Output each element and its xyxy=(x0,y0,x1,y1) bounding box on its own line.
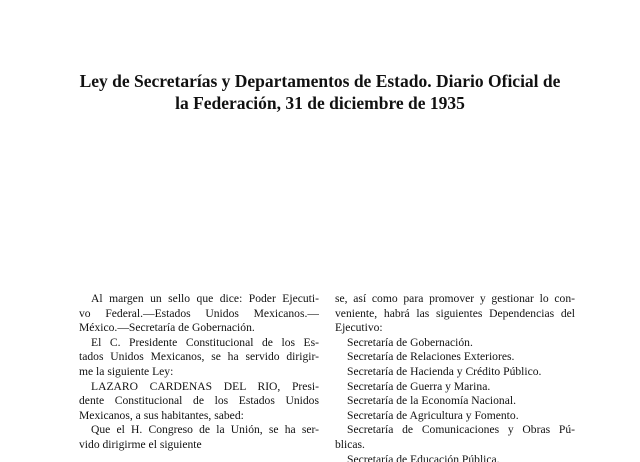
text-line: se, así como para promover y gestionar lo con- xyxy=(335,292,575,305)
left-column xyxy=(79,292,319,453)
title-line-1: Ley de Secretarías y Departamentos de Estado. Diario Oficial de xyxy=(79,71,561,91)
text-line: dente Constitucional de los Estados Unidos xyxy=(79,394,319,408)
title-line-2: la Federación, 31 de diciembre de 1935 xyxy=(175,93,465,113)
list-item: Secretaría de Guerra y Marina. xyxy=(347,379,491,393)
text-line: blicas. xyxy=(335,437,365,451)
text-line: Mexicanos, a sus habitantes, sabed: xyxy=(79,408,244,422)
list-item: Secretaría de Agricultura y Fomento. xyxy=(347,408,519,422)
right-column xyxy=(335,292,575,462)
document-title xyxy=(60,70,580,114)
text-line: Ejecutivo: xyxy=(335,321,383,335)
text-line: LAZARO CARDENAS DEL RIO, Presi- xyxy=(91,379,319,393)
text-line: me la siguiente Ley: xyxy=(79,364,174,378)
text-line: Que el H. Congreso de la Unión, se ha ser- xyxy=(91,423,319,437)
list-item: Secretaría de Gobernación. xyxy=(347,335,473,349)
list-item: Secretaría de la Economía Nacional. xyxy=(347,394,516,408)
list-item: Secretaría de Relaciones Exteriores. xyxy=(347,350,515,364)
text-line: vo Federal.—Estados Unidos Mexicanos.— xyxy=(79,306,319,320)
list-item: Secretaría de Hacienda y Crédito Público. xyxy=(347,364,542,378)
text-line: El C. Presidente Constitucional de los Es- xyxy=(91,335,319,349)
text-line: México.—Secretaría de Gobernación. xyxy=(79,321,255,335)
text-line: veniente, habrá las siguientes Dependencias del xyxy=(335,306,575,320)
text-line: tados Unidos Mexicanos, se ha servido dirigir- xyxy=(79,350,319,364)
text-line: vido dirigirme el siguiente xyxy=(79,437,202,451)
list-item: Secretaría de Comunicaciones y Obras Pú- xyxy=(347,423,575,437)
text-line: Al margen un sello que dice: Poder Ejecuti- xyxy=(91,292,319,305)
list-item: Secretaría de Educación Pública. xyxy=(347,452,500,462)
